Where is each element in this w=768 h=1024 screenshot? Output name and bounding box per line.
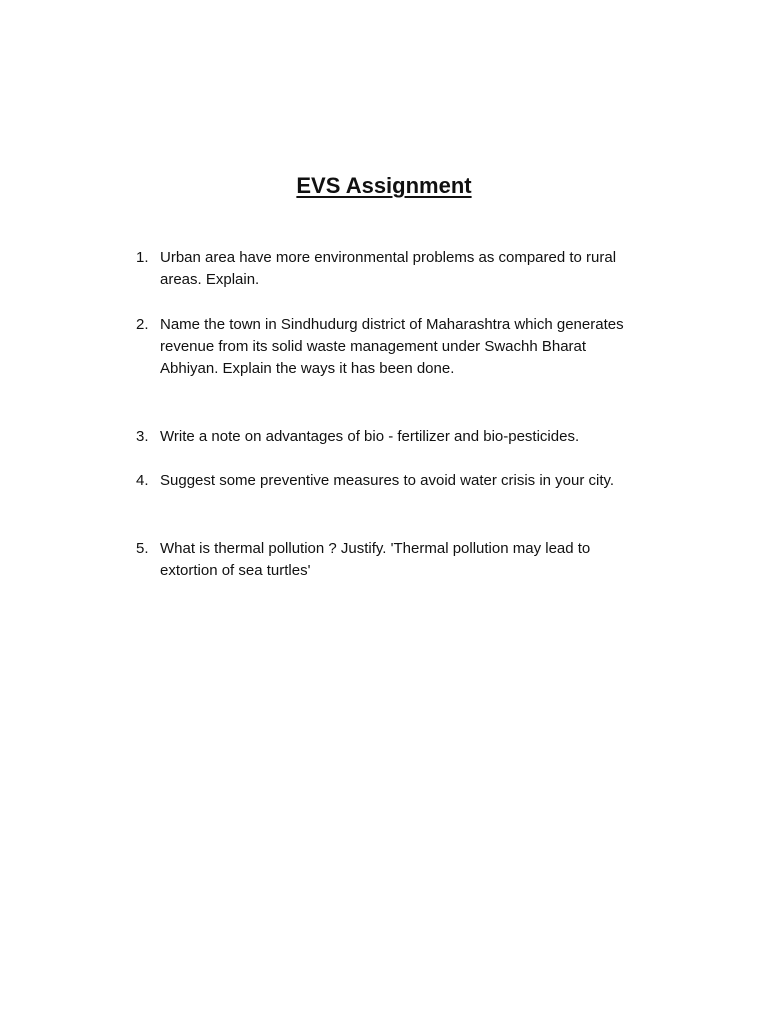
question-text: Urban area have more environmental problems as compared to rural areas. Explain. bbox=[160, 249, 617, 288]
question-item bbox=[136, 538, 636, 582]
question-item bbox=[136, 314, 636, 380]
question-number: 1. bbox=[136, 249, 149, 266]
question-number: 3. bbox=[136, 428, 149, 445]
question-text: Name the town in Sindhudurg district of Maharashtra which generates revenue from its solid waste management under Swachh Bharat Abhiyan. Explain the ways it has been done. bbox=[160, 316, 624, 377]
question-item bbox=[136, 247, 636, 291]
question-number: 2. bbox=[136, 316, 149, 333]
question-number: 4. bbox=[136, 472, 149, 489]
question-text: Suggest some preventive measures to avoid water crisis in your city. bbox=[160, 472, 615, 489]
page-title: EVS Assignment bbox=[296, 173, 472, 198]
question-text: What is thermal pollution ? Justify. 'Thermal pollution may lead to extortion of sea turtles' bbox=[160, 540, 591, 579]
question-item bbox=[136, 470, 636, 492]
question-text: Write a note on advantages of bio - fertilizer and bio-pesticides. bbox=[160, 428, 580, 445]
question-number: 5. bbox=[136, 540, 149, 557]
question-item bbox=[136, 426, 636, 448]
